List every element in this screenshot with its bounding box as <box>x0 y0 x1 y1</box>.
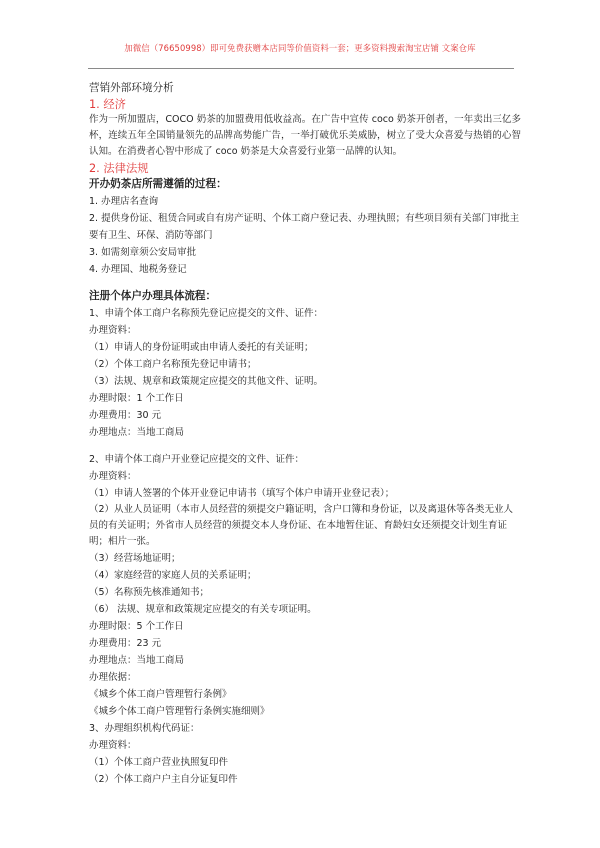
process-step: 2. 提供身份证、租赁合同或自有房产证明、个体工商户登记表、办理执照；有些项目须有关部门审批主要有卫生、环保、消防等部门 <box>89 213 520 241</box>
step2-time: 办理时限：5 个工作日 <box>89 621 184 632</box>
step2-material-item: （2）从业人员证明（本市人员经营的须提交户籍证明，含户口簿和身份证，以及离退休等各类无业人员的有关证明；外省市人员经营的须提交本人身份证、在本地暂住证、育龄妇女还须提交计划生育证明；相片一张。 <box>89 504 514 547</box>
step2-basis-label: 办理依据： <box>89 672 137 683</box>
step1-time: 办理时限：1 个工作日 <box>89 393 184 404</box>
step3-materials-label: 办理资料： <box>89 740 137 751</box>
section-heading-law: 2. 法律法规 <box>89 162 149 175</box>
step1-title: 1、申请个体工商户名称预先登记应提交的文件、证件： <box>89 308 324 319</box>
step2-material-item: （6） 法规、规章和政策规定应提交的有关专项证明。 <box>89 604 317 615</box>
step2-materials-label: 办理资料： <box>89 471 137 482</box>
step1-material-item: （1）申请人的身份证明或由申请人委托的有关证明； <box>89 342 314 353</box>
step1-material-item: （3）法规、规章和政策规定应提交的其他文件、证明。 <box>89 376 324 387</box>
process-subheading: 开办奶茶店所需遵循的过程： <box>89 178 227 190</box>
step1-place: 办理地点：当地工商局 <box>89 427 185 438</box>
header-ad-text: 加微信（76650998）即可免费获赠本店同等价值资料一套；更多资料搜索淘宝店铺 文案仓库 <box>124 43 476 53</box>
step2-material-item: （5）名称预先核准通知书； <box>89 587 210 598</box>
step2-basis-item: 《城乡个体工商户管理暂行条例实施细则》 <box>89 706 270 717</box>
register-heading: 注册个体户办理具体流程： <box>89 290 217 302</box>
step3-title: 3、办理组织机构代码证： <box>89 723 200 734</box>
section-heading-economy: 1. 经济 <box>89 98 126 111</box>
economy-paragraph: 作为一所加盟店，COCO 奶茶的加盟费用低收益高。在广告中宣传 coco 奶茶开创者，一年卖出三亿多杯，连续五年全国销量领先的品牌高势能广告，一举打破优乐美威胁，树立了受大众喜爱与热销的心智认知。在消费者心智中形成了 coco 奶茶是大众喜爱行业第一品牌的认知。 <box>89 114 521 157</box>
step2-material-item: （1）申请人签署的个体开业登记申请书（填写个体户申请开业登记表）； <box>89 488 395 499</box>
page-title: 营销外部环境分析 <box>89 82 174 94</box>
process-step: 4. 办理国、地税务登记 <box>89 264 187 275</box>
step2-title: 2、申请个体工商户开业登记应提交的文件、证件： <box>89 454 305 465</box>
step3-material-item: （2）个体工商户户主自分证复印件 <box>89 774 238 785</box>
step2-place: 办理地点：当地工商局 <box>89 655 185 666</box>
process-step: 1. 办理店名查询 <box>89 196 159 207</box>
step2-basis-item: 《城乡个体工商户管理暂行条例》 <box>89 689 232 700</box>
step2-material-item: （4）家庭经营的家庭人员的关系证明； <box>89 570 257 581</box>
step3-material-item: （1）个体工商户营业执照复印件 <box>89 757 229 768</box>
step2-material-item: （3）经营场地证明； <box>89 553 181 564</box>
step1-materials-label: 办理资料： <box>89 325 137 336</box>
step2-fee: 办理费用：23 元 <box>89 638 162 649</box>
process-step: 3. 如需刻章须公安局审批 <box>89 247 197 258</box>
step1-material-item: （2）个体工商户名称预先登记申请书； <box>89 359 257 370</box>
step1-fee: 办理费用：30 元 <box>89 410 162 421</box>
document-body <box>89 80 521 788</box>
header-divider <box>88 68 514 69</box>
